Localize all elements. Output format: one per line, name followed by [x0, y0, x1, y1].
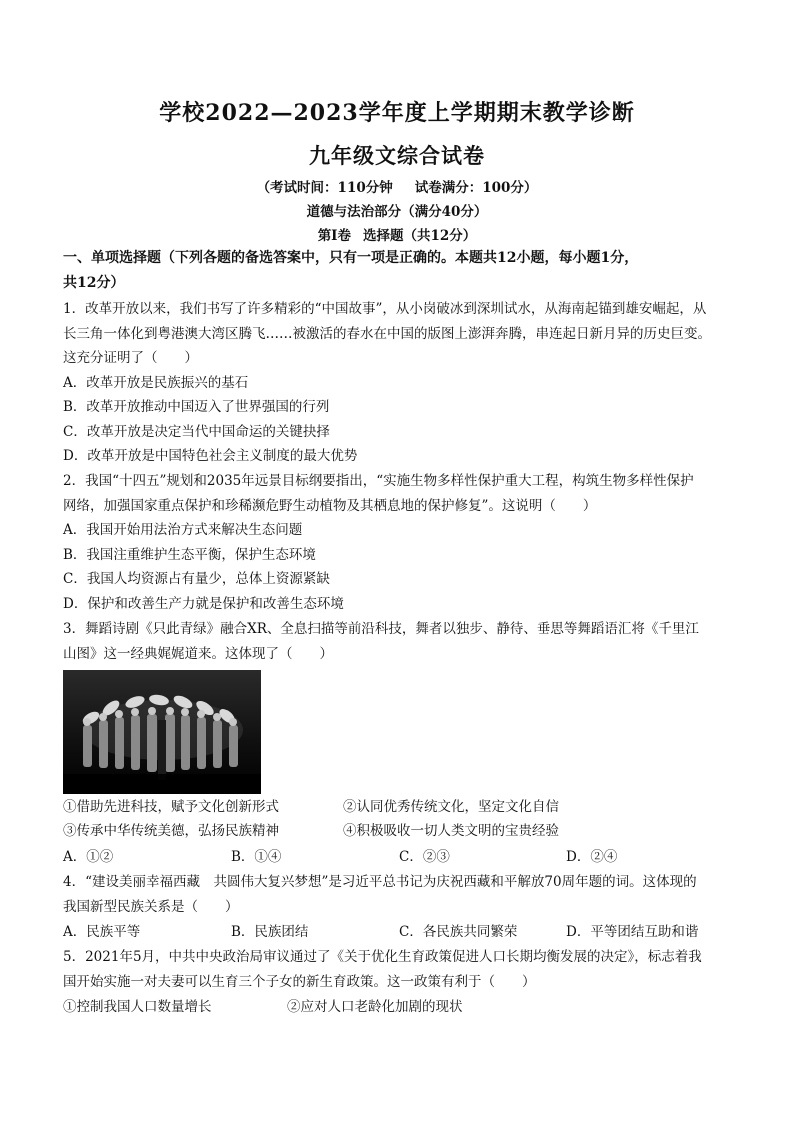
- exam-time: （考试时间：110分钟: [256, 180, 393, 196]
- exam-part: 道德与法治部分（满分40分）: [306, 204, 488, 220]
- option-c: C．②③: [399, 849, 450, 865]
- question-stem-line: 网络，加强国家重点保护和珍稀濒危野生动植物及其栖息地的保护修复”。这说明（ ）: [63, 497, 597, 514]
- section-heading-line: 共12分）: [63, 275, 125, 291]
- option-c: C．改革开放是决定当代中国命运的关键抉择: [63, 423, 330, 440]
- option-b: B．①④: [231, 849, 282, 865]
- option-d: D．平等团结互助和谐: [566, 924, 699, 940]
- dance-performance-photo: [63, 670, 261, 794]
- question-1: [63, 297, 753, 469]
- statement-3: ③传承中华传统美德，弘扬民族精神: [63, 823, 279, 839]
- question-stem-line: 国开始实施一对夫妻可以生育三个子女的新生育政策。这一政策有利于（ ）: [63, 973, 536, 990]
- question-stem-line: 3．舞蹈诗剧《只此青绿》融合XR、全息扫描等前沿科技，舞者以独步、静待、垂思等舞蹈语汇将《千里江: [63, 621, 699, 637]
- option-c: C．我国人均资源占有量少，总体上资源紧缺: [63, 571, 330, 587]
- statement-4: ④积极吸收一切人类文明的宝贵经验: [343, 823, 559, 839]
- question-3: [63, 617, 753, 666]
- option-d: D．保护和改善生产力就是保护和改善生态环境: [63, 595, 344, 612]
- statement-1: ①控制我国人口数量增长: [63, 999, 212, 1015]
- volume-title: 选择题（共12分）: [363, 228, 477, 244]
- option-a: A．①②: [63, 849, 114, 865]
- full-score: 试卷满分：100分）: [414, 180, 538, 196]
- question-stem-line: 山图》这一经典娓娓道来。这体现了（ ）: [63, 645, 333, 662]
- question-5: [63, 945, 753, 994]
- option-d: D．②④: [566, 849, 618, 865]
- option-a: A．改革开放是民族振兴的基石: [63, 374, 249, 391]
- option-b: B．民族团结: [231, 924, 309, 940]
- question-stem-line: 这充分证明了（ ）: [63, 350, 198, 366]
- question-stem-line: 4．“建设美丽幸福西藏 共圆伟大复兴梦想”是习近平总书记为庆祝西藏和平解放70周年题的词。这体现的: [63, 874, 697, 890]
- volume-label: 第Ⅰ卷: [317, 228, 352, 244]
- dance-photo-illustration: [63, 670, 261, 794]
- exam-title: 学校2022—2023学年度上学期期末教学诊断: [159, 100, 635, 126]
- statement-2: ②应对人口老龄化加剧的现状: [287, 999, 463, 1015]
- section-heading: [63, 246, 743, 296]
- option-a: A．民族平等: [63, 924, 141, 940]
- option-b: B．我国注重维护生态平衡，保护生态环境: [63, 546, 316, 563]
- section-heading-line: 一、单项选择题（下列各题的备选答案中，只有一项是正确的。本题共12小题，每小题1分，: [63, 250, 639, 266]
- question-stem-line: 我国新型民族关系是（ ）: [63, 898, 239, 915]
- exam-info: [0, 176, 794, 196]
- option-c: C．各民族共同繁荣: [399, 924, 518, 940]
- statement-2: ②认同优秀传统文化，坚定文化自信: [343, 799, 559, 815]
- statement-1: ①借助先进科技，赋予文化创新形式: [63, 799, 279, 815]
- option-d: D．改革开放是中国特色社会主义制度的最大优势: [63, 448, 358, 464]
- option-b: B．改革开放推动中国迈入了世界强国的行列: [63, 399, 330, 415]
- question-4: [63, 870, 753, 919]
- question-stem-line: 5．2021年5月，中共中央政治局审议通过了《关于优化生育政策促进人口长期均衡发展的决定》，标志着我: [63, 949, 702, 965]
- question-stem-line: 长三角一体化到粤港澳大湾区腾飞……被激活的春水在中国的版图上澎湃奔腾，串连起日新月异的历史巨变。: [63, 325, 711, 342]
- volume-heading: [0, 224, 794, 244]
- question-stem-line: 1．改革开放以来，我们书写了许多精彩的“中国故事”，从小岗破冰到深圳试水，从海南起锚到雄安崛起，从: [63, 301, 707, 317]
- option-a: A．我国开始用法治方式来解决生态问题: [63, 522, 303, 538]
- question-stem-line: 2．我国“十四五”规划和2035年远景目标纲要指出，“实施生物多样性保护重大工程，构筑生物多样性保护: [63, 473, 694, 489]
- exam-subtitle: 九年级文综合试卷: [309, 143, 485, 168]
- question-2: [63, 469, 753, 616]
